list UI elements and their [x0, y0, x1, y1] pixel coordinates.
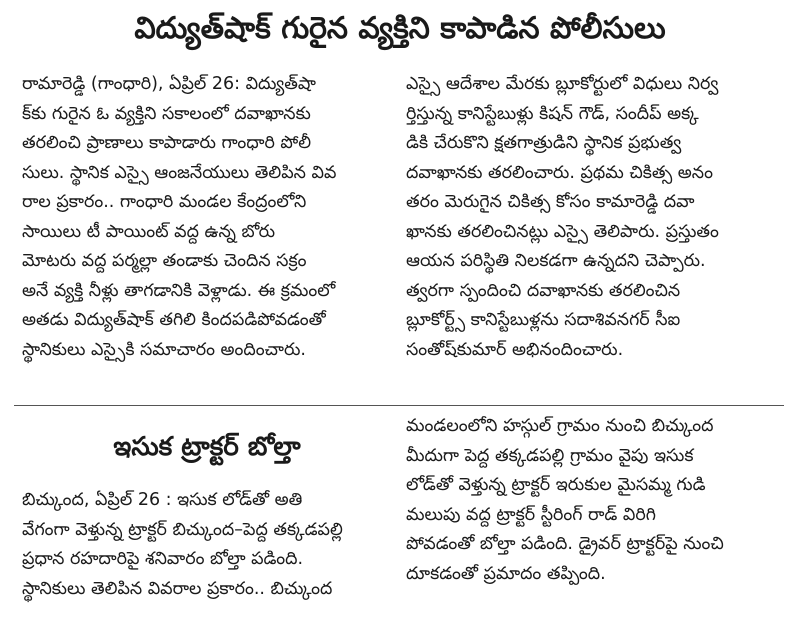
text-line: త్వరగా స్పందించి దవాఖానకు తరలించిన [406, 280, 681, 301]
text-line: మలుపు వద్ద ట్రాక్టర్ స్టీరింగ్ రాడ్ విరిగి [406, 504, 656, 525]
text-line: స్థానికులు తెలిపిన వివరాల ప్రకారం.. బిచ్కుంద [22, 578, 333, 599]
section-divider [14, 405, 784, 406]
text-line: ఖానకు తరలించినట్లు ఎస్సై తెలిపారు. ప్రస్తుతం [406, 221, 719, 242]
text-line: సంతోష్‌కుమార్ అభినందించారు. [406, 339, 624, 360]
story2-headline: ఇసుక ట్రాక్టర్ బోల్తా [113, 432, 301, 462]
text-line: దవాఖానకు తరలించారు. ప్రథమ చికిత్స అనం [406, 162, 713, 183]
story1-headline: విద్యుత్‌షాక్ గురైన వ్యక్తిని కాపాడిన పోలీసులు [134, 11, 666, 46]
text-line: సులు. స్థానిక ఎస్సై ఆంజనేయులు తెలిపిన వివ [22, 162, 337, 183]
story2-right-column [406, 412, 778, 589]
text-line: తరలించి ప్రాణాలు కాపాడారు గాంధారి పోలీ [22, 133, 312, 153]
text-line: సాయిలు టీ పాయింట్ వద్ద ఉన్న బోరు [22, 221, 276, 242]
text-line: బ్లూకోర్ట్స్ కానిస్టేబుళ్లను సదాశివనగర్ సీఐ [406, 310, 681, 330]
text-line: స్థానికులు ఎస్సైకి సమాచారం అందించారు. [22, 339, 306, 360]
story1-left-column [22, 70, 392, 365]
text-line: రామారెడ్డి (గాంధారి), ఏప్రిల్ 26: విద్యుత్‌షా [22, 74, 316, 94]
text-line: ఆయన పరిస్థితి నిలకడగా ఉన్నదని చెప్పారు. [406, 251, 706, 271]
text-line: ర్తిస్తున్న కానిస్టేబుళ్లు కిషన్ గౌడ్, సందీప్ అక్క [406, 103, 699, 124]
text-line: వేగంగా వెళ్తున్న ట్రాక్టర్ బిచ్కుంద–పెద్ద తక్కడపల్లి [22, 519, 343, 540]
text-line: తరం మెరుగైన చికిత్స కోసం కామారెడ్డి దవా [406, 192, 695, 212]
text-line: క్‌కు గురైన ఓ వ్యక్తిని సకాలంలో దవాఖానకు [22, 103, 311, 124]
story2-left-column [22, 486, 392, 604]
text-line: మోటరు వద్ద పర్మల్లా తండాకు చెందిన సక్రం [22, 251, 307, 271]
text-line: రాల ప్రకారం.. గాంధారి మండల కేంద్రంలోని [22, 192, 307, 212]
text-line: మండలంలోని హస్గుల్ గ్రామం నుంచి బిచ్కుంద [406, 416, 714, 436]
text-line: అతడు విద్యుత్‌షాక్ తగిలి కిందపడిపోవడంతో [22, 310, 326, 330]
text-line: లోడ్‌తో వెళ్తున్న ట్రాక్టర్ ఇరుకుల మైసమ్మ గుడి [406, 475, 706, 495]
text-line: దూకడంతో ప్రమాదం తప్పింది. [406, 563, 606, 584]
text-line: డికి చేరుకొని క్షతగాత్రుడిని స్థానిక ప్రభుత్వ [406, 133, 682, 153]
text-line: అనే వ్యక్తి నీళ్లు తాగడానికి వెళ్లాడు. ఈ క్రమంలో [22, 280, 336, 301]
text-line: ప్రధాన రహదారిపై శనివారం బోల్తా పడింది. [22, 549, 304, 569]
text-line: పోవడంతో బోల్తా పడింది. డ్రైవర్ ట్రాక్టర్‌పై నుంచి [406, 534, 724, 554]
text-line: బిచ్కుంద, ఏప్రిల్ 26 : ఇసుక లోడ్‌తో అతి [22, 490, 303, 510]
text-line: ఎస్సై ఆదేశాల మేరకు బ్లూకోర్టులో విధులు నిర్వ [406, 74, 719, 94]
text-line: మీదుగా పెద్ద తక్కడపల్లి గ్రామం వైపు ఇసుక [406, 445, 694, 466]
story1-right-column [406, 70, 778, 365]
